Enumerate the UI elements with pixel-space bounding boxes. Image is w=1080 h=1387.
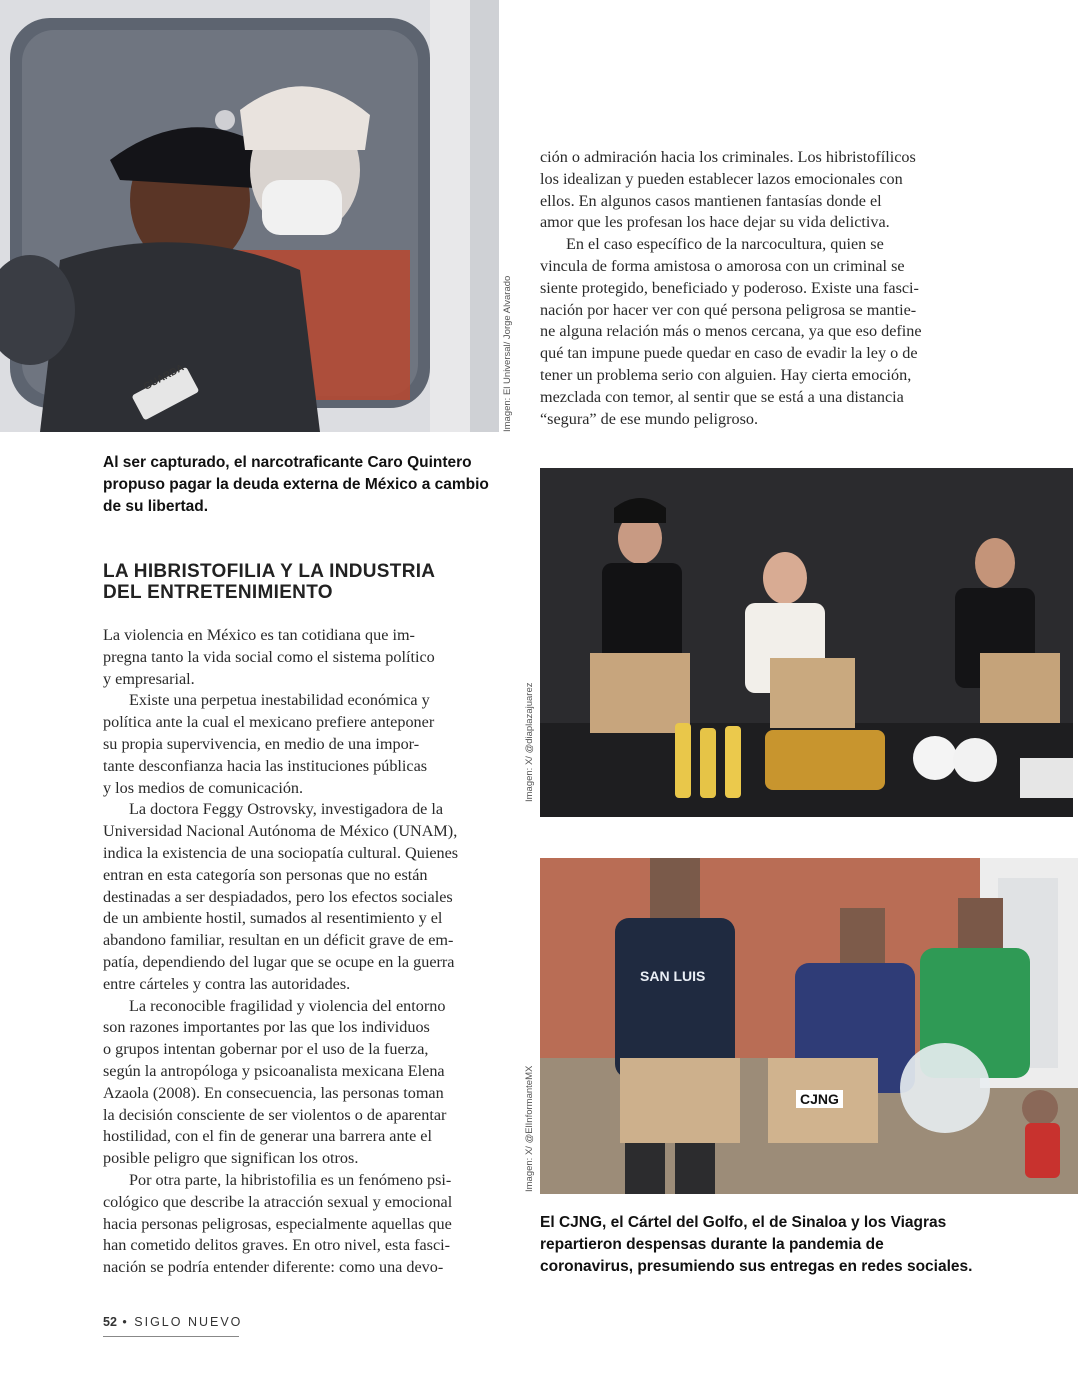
body-line: cológico que describe la atracción sexual y emocional <box>103 1192 453 1211</box>
heading-line-1: LA HIBRISTOFILIA Y LA INDUSTRIA <box>103 561 436 582</box>
body-line: Universidad Nacional Autónoma de México (UNAM), <box>103 822 458 841</box>
heading-line-2: DEL ENTRETENIMIENTO <box>103 582 333 603</box>
body-line: siente protegido, beneficiado y poderoso. Existe una fasci- <box>540 278 919 297</box>
page-number: 52 <box>103 1315 117 1329</box>
body-line: según la antropóloga y psicoanalista mexicana Elena <box>103 1061 445 1080</box>
shirt-print-text: SAN LUIS <box>640 968 706 984</box>
body-line: entran en esta categoría son personas que no están <box>103 865 428 884</box>
body-line: y empresarial. <box>103 669 195 688</box>
body-line: vincula de forma amistosa o amorosa con un criminal se <box>540 256 905 275</box>
body-line: tener un problema serio con alguien. Hay cierta emoción, <box>540 365 912 384</box>
body-line: y los medios de comunicación. <box>103 778 304 797</box>
body-line: “segura” de ese mundo peligroso. <box>540 409 759 428</box>
body-line: La doctora Feggy Ostrovsky, investigadora de la <box>129 800 444 819</box>
body-line: los idealizan y pueden establecer lazos emocionales con <box>540 169 903 188</box>
body-line: indica la existencia de una sociopatía cultural. Quienes <box>103 843 459 862</box>
body-line: patía, dependiendo del lugar que se ocupe en la guerra <box>103 952 455 971</box>
body-line: ne alguna relación más o menos cercana, ya que eso define <box>540 322 922 341</box>
body-line: o grupos intentan gobernar por el uso de la fuerza, <box>103 1040 429 1059</box>
body-line: qué tan impune puede quedar en caso de evadir la ley o de <box>540 344 918 363</box>
body-line: tante desconfianza hacia las instituciones públicas <box>103 756 428 775</box>
body-line: destinadas a ser despiadados, pero los efectos sociales <box>103 887 453 906</box>
guard-badge-text: GUARDA <box>142 362 186 393</box>
footer-separator: • <box>122 1315 129 1329</box>
body-line: Por otra parte, la hibristofilia es un fenómeno psi- <box>129 1170 452 1189</box>
body-line: política ante la cual el mexicano prefiere anteponer <box>103 713 435 732</box>
body-line: hacia personas peligrosas, especialmente aquellas que <box>103 1214 452 1233</box>
photo-credit-middle: Imagen: X/ @diaplazajuarez <box>524 682 535 802</box>
body-line: Existe una perpetua inestabilidad económica y <box>129 691 430 710</box>
body-line: nación por hacer ver con qué persona peligrosa se mantie- <box>540 300 917 319</box>
body-line: son razones importantes por las que los individuos <box>103 1018 430 1037</box>
box-label-cjng: CJNG <box>796 1090 843 1108</box>
caption-aid: El CJNG, el Cártel del Golfo, el de Sinaloa y los Viagras repartieron despensas durante la pandemia de coronavirus, presumiendo sus entregas en redes sociales. <box>540 1214 973 1275</box>
body-line: La reconocible fragilidad y violencia del entorno <box>129 996 446 1015</box>
body-line: La violencia en México es tan cotidiana que im- <box>103 626 415 644</box>
magazine-name: SIGLO NUEVO <box>134 1315 243 1329</box>
body-line: En el caso específico de la narcocultura, quien se <box>566 235 884 254</box>
body-line: abandono familiar, resultan en un déficit grave de em- <box>103 931 454 950</box>
body-line: mezclada con temor, al sentir que se está a una distancia <box>540 387 904 406</box>
body-line: posible peligro que significan los otros. <box>103 1149 359 1168</box>
photo-credit-bottom: Imagen: X/ @ElInformanteMX <box>524 1065 535 1192</box>
body-line: hostilidad, con el fin de generar una barrera ante el <box>103 1127 432 1146</box>
article-left-column <box>103 625 495 1279</box>
body-line: la decisión consciente de ser violentos o de aparentar <box>103 1105 447 1124</box>
article-right-column <box>540 147 960 430</box>
photo-aid-recipients-illustration <box>540 858 1078 1194</box>
body-line: amor que les profesan los hace dejar su vida delictiva. <box>540 213 890 232</box>
body-line: entre cárteles y contra las autoridades. <box>103 974 351 993</box>
article-heading <box>103 561 523 603</box>
footer-rule <box>103 1336 239 1337</box>
body-line: pregna tanto la vida social como el sistema político <box>103 647 435 666</box>
photo-credit-top: Imagen: El Universal/ Jorge Alvarado <box>502 275 513 432</box>
body-line: su propia supervivencia, en medio de una impor- <box>103 734 420 753</box>
body-line: de un ambiente hostil, sumados al resentimiento y el <box>103 909 443 928</box>
photo-aid-packing <box>540 468 1073 817</box>
page-footer <box>103 1315 242 1329</box>
photo-aid-packing-illustration <box>540 468 1073 817</box>
photo-aid-recipients <box>540 858 1078 1194</box>
body-line: han cometido delitos graves. En otro nivel, esta fasci- <box>103 1236 451 1255</box>
body-line: ción o admiración hacia los criminales. Los hibristofílicos <box>540 148 916 166</box>
body-line: ellos. En algunos casos mantienen fantasías donde el <box>540 191 882 210</box>
body-line: Azaola (2008). En consecuencia, las personas toman <box>103 1083 444 1102</box>
body-line: nación se podría entender diferente: como una devo- <box>103 1258 444 1277</box>
photo-arrest-illustration <box>0 0 499 432</box>
caption-arrest: Al ser capturado, el narcotraficante Caro Quintero propuso pagar la deuda externa de México a cambio de su libertad. <box>103 454 489 515</box>
photo-arrest <box>0 0 499 432</box>
